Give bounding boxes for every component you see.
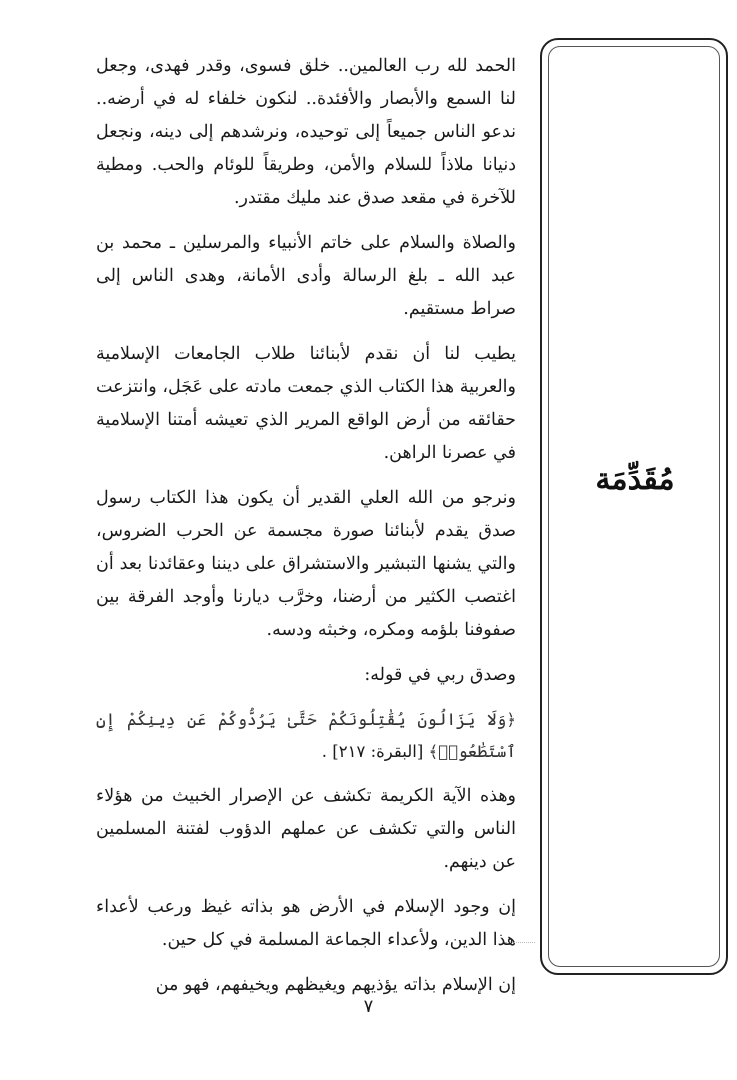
- paragraph-verse-intro: وصدق ربي في قوله:: [364, 665, 516, 685]
- page-number: ٧: [363, 996, 374, 1017]
- paragraph-islam-presence: إن وجود الإسلام في الأرض هو بذاته غيظ ورعب لأعداء هذا الدين، ولأعداء الجماعة المسلمة في كل حين.: [96, 897, 516, 950]
- paragraph-purpose: يطيب لنا أن نقدم لأبنائنا طلاب الجامعات الإسلامية والعربية هذا الكتاب الذي جمعت مادته على عَجَل، وانتزعت حقائقه من أرض الواقع المرير الذي تعيشه أمتنا الإسلامية في عصرنا الراهن.: [96, 344, 516, 463]
- quran-verse: [96, 704, 516, 768]
- body-text: [96, 50, 516, 1014]
- chapter-title: مُقَدِّمَة: [595, 462, 675, 497]
- paragraph-hope: ونرجو من الله العلي القدير أن يكون هذا الكتاب رسول صدق يقدم لأبنائنا صورة مجسمة عن الحرب الضروس، والتي يشنها التبشير والاستشراق على ديننا وعقائدنا بعد أن اغتصب الكثير من أرضنا، وخرَّب ديارنا وأوجد الفرقة بين صفوفنا بلؤمه ومكره، وخبثه ودسه.: [96, 488, 516, 640]
- verse-reference: [البقرة: ٢١٧] .: [321, 742, 424, 761]
- paragraph-salutation: والصلاة والسلام على خاتم الأنبياء والمرسلين ـ محمد بن عبد الله ـ بلغ الرسالة وأدى الأمانة، وهدى الناس إلى صراط مستقيم.: [96, 233, 516, 319]
- verse-text: ﴿وَلَا يَزَالُونَ يُقَٰتِلُونَكُمْ حَتَّىٰ يَرُدُّوكُمْ عَن دِينِكُمْ إِنِ ٱسْتَطَٰعُوا۟﴾: [96, 710, 516, 761]
- paragraph-praise: الحمد لله رب العالمين.. خلق فسوى، وقدر فهدى، وجعل لنا السمع والأبصار والأفئدة.. لنكون خلفاء له في أرضه.. ندعو الناس جميعاً إلى توحيده، ونرشدهم إلى دينه، ونجعل دنيانا ملاذاً للسلام والأمن، وطريقاً للوئام والحب. ومطية للآخرة في مقعد صدق عند مليك مقتدر.: [96, 56, 516, 208]
- paragraph-islam-continuation: إن الإسلام بذاته يؤذيهم ويغيظهم ويخيفهم، فهو من: [155, 975, 516, 995]
- chapter-frame: [540, 38, 728, 975]
- paragraph-verse-commentary: وهذه الآية الكريمة تكشف عن الإصرار الخبيث من هؤلاء الناس والتي تكشف عن عملهم الدؤوب لفتنة المسلمين عن دينهم.: [96, 786, 516, 872]
- margin-mark: [505, 942, 535, 945]
